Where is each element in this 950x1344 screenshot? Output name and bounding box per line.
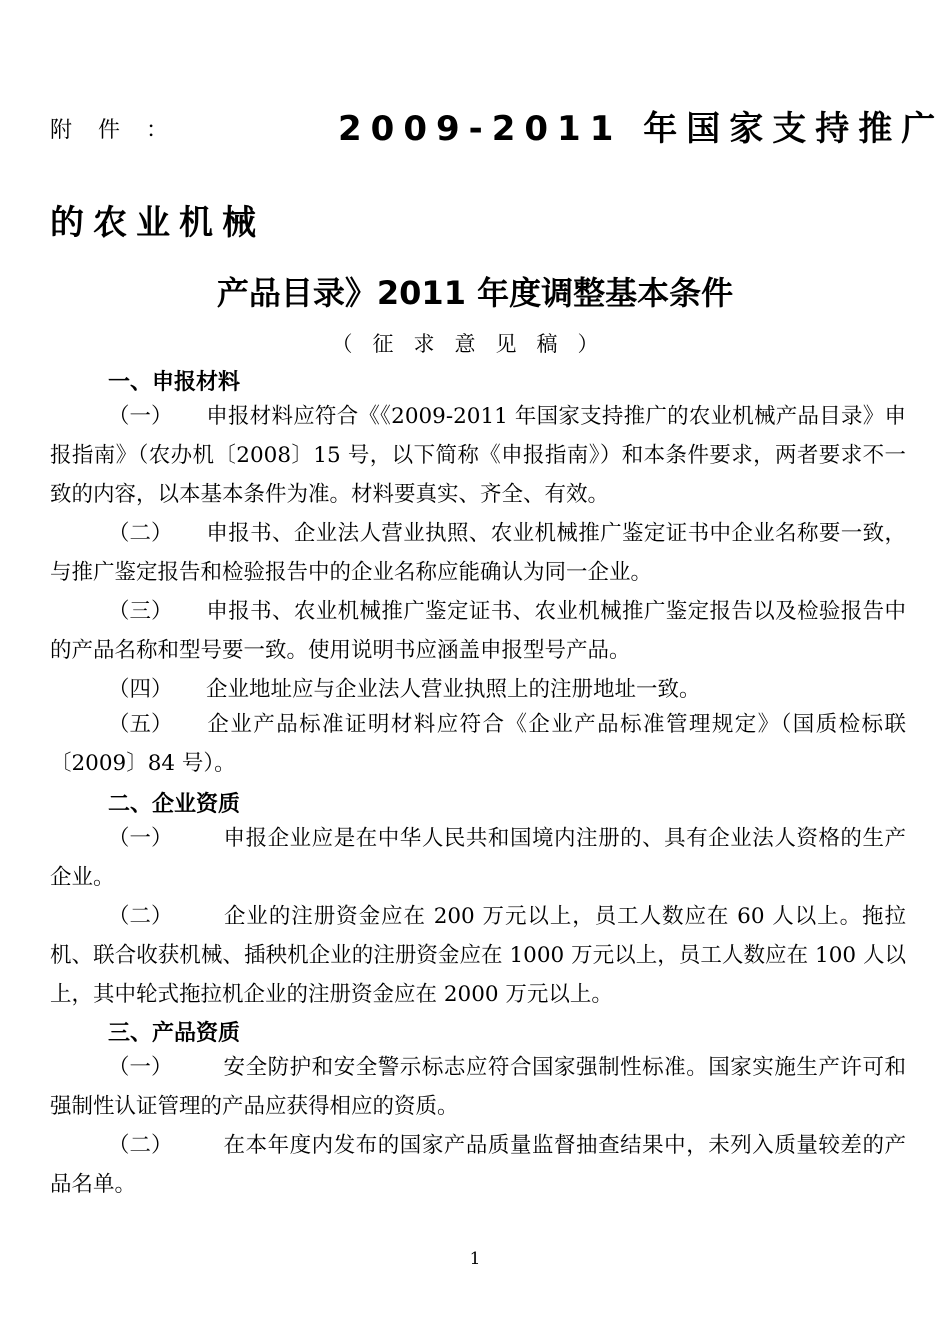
item-text: 申报书、企业法人营业执照、农业机械推广鉴定证书中企业名称要一致，与推广鉴定报告和检验报告中的企业名称应能确认为同一企业。 [50, 521, 906, 585]
title-line-2: 的农业机械 [50, 203, 265, 243]
subtitle: （征求意见稿） [331, 332, 619, 356]
title-line-3: 产品目录》2011 年度调整基本条件 [216, 274, 734, 312]
item-text: 申报书、农业机械推广鉴定证书、农业机械推广鉴定报告以及检验报告中的产品名称和型号要一致。使用说明书应涵盖申报型号产品。 [50, 599, 906, 663]
item-number: （二） [108, 521, 173, 546]
item-text: 企业产品标准证明材料应符合《企业产品标准管理规定》（国质检标联〔2009〕84 号）。 [50, 712, 906, 776]
page-number: 1 [469, 1249, 481, 1269]
item-text: 申报材料应符合《《2009-2011 年国家支持推广的农业机械产品目录》申报指南》（农办机〔2008〕15 号，以下简称《申报指南》）和本条件要求，两者要求不一致的内容，以本基本条件为准。材料要真实、齐全、有效。 [50, 404, 906, 507]
item-number: （三） [108, 599, 173, 624]
item-number: （四） [108, 677, 173, 702]
item-number: （二） [108, 1133, 173, 1158]
item-text: 企业的注册资金应在 200 万元以上，员工人数应在 60 人以上。拖拉机、联合收获机械、插秧机企业的注册资金应在 1000 万元以上，员工人数应在 100 人以上，其中轮式拖拉机企业的注册资金应在 2000 万元以上。 [50, 904, 906, 1007]
item-number: （一） [108, 404, 173, 429]
attachment-label: 附件： [50, 118, 195, 143]
item-text: 企业地址应与企业法人营业执照上的注册地址一致。 [206, 677, 701, 702]
item-text: 安全防护和安全警示标志应符合国家强制性标准。国家实施生产许可和强制性认证管理的产品应获得相应的资质。 [50, 1055, 906, 1119]
paragraph [50, 1126, 906, 1204]
item-text: 在本年度内发布的国家产品质量监督抽查结果中，未列入质量较差的产品名单。 [50, 1133, 906, 1197]
paragraph [50, 592, 906, 670]
item-number: （一） [108, 826, 173, 851]
paragraph [50, 397, 906, 514]
section-heading-product: 三、产品资质 [108, 1021, 241, 1046]
paragraph [50, 705, 906, 783]
section-heading-materials: 一、申报材料 [108, 370, 241, 395]
section-heading-qualification: 二、企业资质 [108, 792, 241, 817]
paragraph [50, 1048, 906, 1126]
item-number: （二） [108, 904, 173, 929]
paragraph [50, 514, 906, 592]
item-number: （一） [108, 1055, 173, 1080]
title-line-1: 2009-2011 年国家支持推广 [338, 109, 945, 149]
paragraph [50, 819, 906, 897]
item-text: 申报企业应是在中华人民共和国境内注册的、具有企业法人资格的生产企业。 [50, 826, 906, 890]
paragraph [50, 897, 906, 1014]
item-number: （五） [108, 712, 173, 737]
paragraph [50, 670, 906, 709]
